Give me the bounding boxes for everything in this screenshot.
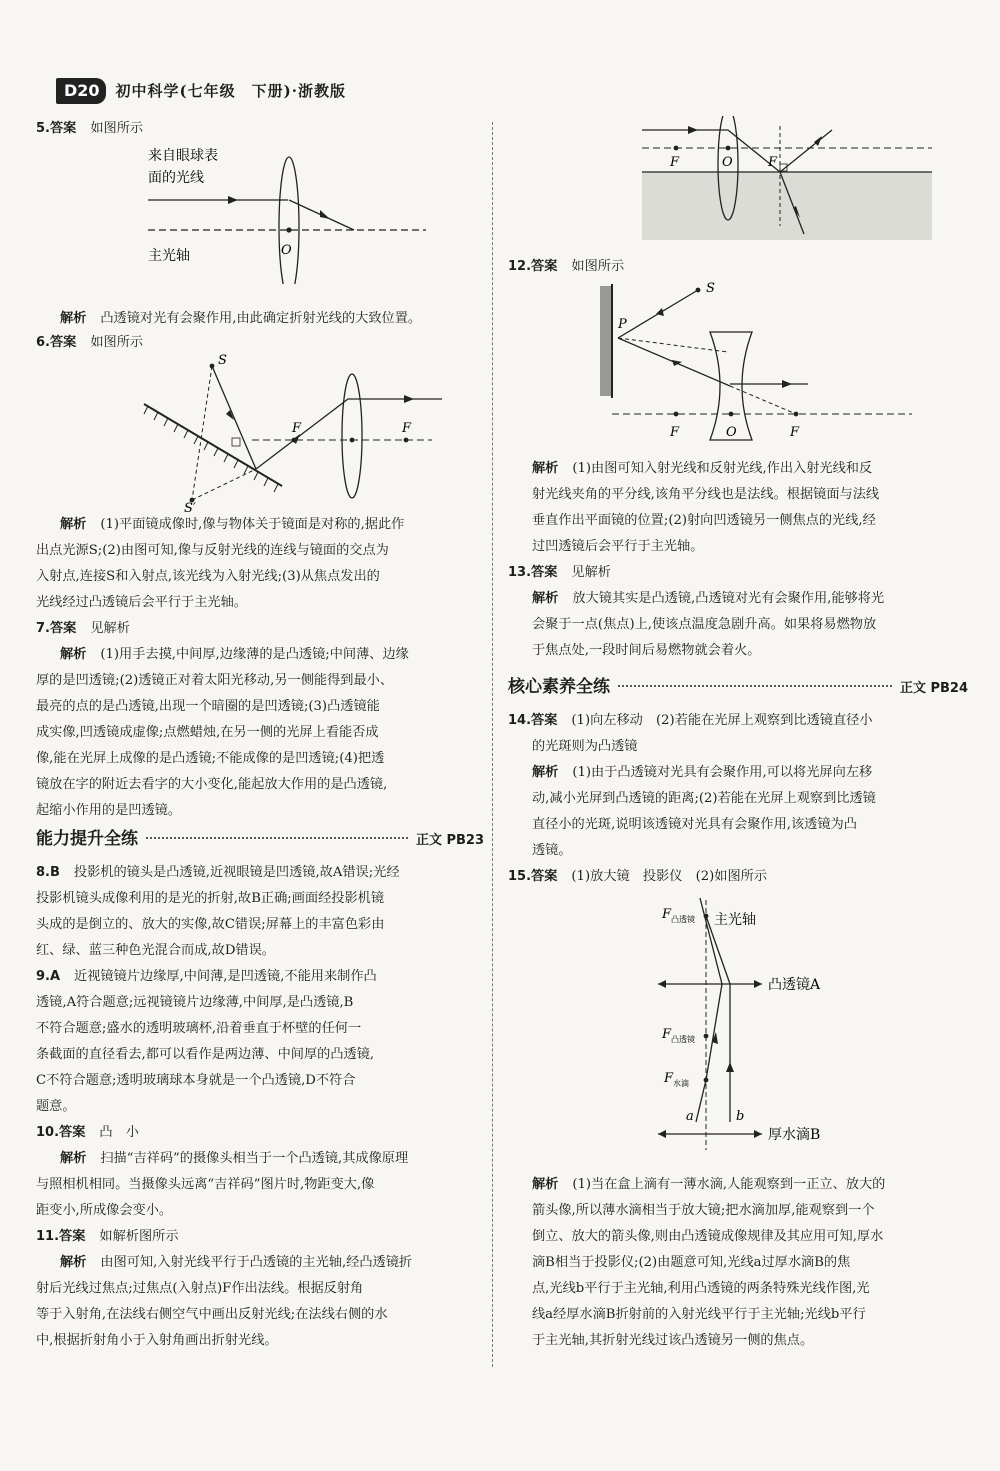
q10 <box>36 1120 484 1224</box>
q14-analysis-label: 解析 <box>532 765 559 780</box>
q7-analysis-line: 起缩小作用的是凹透镜。 <box>36 803 182 818</box>
section-core-title: 核心素养全练 <box>508 677 610 697</box>
q6-number: 6. <box>36 335 50 350</box>
section-core-leader <box>618 685 892 687</box>
q9-line: 近视镜镜片边缘厚,中间薄,是凹透镜,不能用来制作凸 <box>74 969 377 984</box>
q15-focus-mid <box>704 1034 709 1039</box>
q10-analysis-label: 解析 <box>60 1151 87 1166</box>
q13-number: 13. <box>508 565 532 580</box>
q5-optical-center <box>286 227 291 232</box>
q12-analysis-line: 垂直作出平面镜的位置;(2)射向凹透镜另一侧焦点的光线,经 <box>532 513 876 528</box>
q6-analysis-line: 入射点,连接S和入射点,该光线为入射光线;(3)从焦点发出的 <box>36 569 380 584</box>
q12-label-o: O <box>726 425 737 440</box>
q14-answer-line: (1)向左移动 (2)若能在光屏上观察到比透镜直径小 <box>571 713 873 728</box>
q13-analysis-line: 于焦点处,一段时间后易燃物就会着火。 <box>532 643 761 658</box>
q10-number: 10. <box>36 1125 60 1140</box>
q12-answer-label: 答案 <box>531 259 558 274</box>
q6-label-f2: F <box>402 421 412 436</box>
q6-s-to-image <box>192 366 212 500</box>
q7-analysis-line: (1)用手去摸,中间厚,边缘薄的是凸透镜;中间薄、边缘 <box>100 647 409 662</box>
q12-label-f2: F <box>790 425 800 440</box>
q6-analysis-label: 解析 <box>60 517 87 532</box>
q10-answer-text: 凸 小 <box>99 1125 139 1140</box>
q7-analysis-line: 厚的是凹透镜;(2)透镜正对着太阳光移动,另一侧能得到最小、 <box>36 673 394 688</box>
q5-fig-label-2: 面的光线 <box>148 170 204 186</box>
q12-optical-center <box>729 412 734 417</box>
q6-incident-ray <box>212 366 256 469</box>
q5-arrow-1 <box>228 196 238 204</box>
q15-label-f-water-sub: 水滴 <box>673 1079 689 1088</box>
q11-analysis-line: 由图可知,入射光线平行于凸透镜的主光轴,经凸透镜折 <box>100 1255 413 1270</box>
q15-label-b: b <box>736 1109 745 1124</box>
q10-analysis-line: 与照相机相同。当摄像头远离“吉祥码”图片时,物距变大,像 <box>36 1177 375 1192</box>
q15-analysis-line: 线a经厚水滴B折射前的入射光线平行于主光轴;光线b平行 <box>532 1307 866 1322</box>
q6-optical-center <box>350 438 355 443</box>
q12-figure <box>598 280 918 456</box>
q15-analysis-line: 倒立、放大的箭头像,则由凸透镜成像规律及其应用可知,厚水 <box>532 1229 884 1244</box>
q13-analysis-label: 解析 <box>532 591 559 606</box>
q15-ray-a-out <box>700 898 722 984</box>
q12-arrow-3 <box>782 380 792 388</box>
q7-analysis-line: 像,能在光屏上成像的是凸透镜;不能成像的是凹透镜;(4)把透 <box>36 751 385 766</box>
q15-drop-arrow-right <box>754 1130 762 1138</box>
q14-answer-line: 的光斑则为凸透镜 <box>532 739 638 754</box>
q6-answer-label: 答案 <box>49 335 77 350</box>
q15-answer-label: 答案 <box>531 869 558 884</box>
q8-line: 投影机的镜头是凸透镜,近视眼镜是凹透镜,故A错误;光经 <box>73 865 400 880</box>
q12-analysis-line: 射光线夹角的平分线,该角平分线也是法线。根据镜面与法线 <box>532 487 880 502</box>
q7-analysis-line: 最亮的点的是凸透镜,出现一个暗圈的是凹透镜;(3)凸透镜能 <box>36 699 380 714</box>
q15-analysis-line: (1)当在盒上滴有一薄水滴,人能观察到一正立、放大的 <box>572 1177 886 1192</box>
q13 <box>508 560 968 664</box>
q12-mirror-hatch <box>600 286 612 396</box>
q11-label-f1: F <box>670 155 680 170</box>
q6-reflected-ray <box>256 399 348 469</box>
q11-optical-center <box>726 146 731 151</box>
q8-line: 投影机镜头成像利用的是光的折射,故B正确;画面经投影机镜 <box>36 891 385 906</box>
q15-label-axis: 主光轴 <box>714 912 756 928</box>
q15-label-f-mid: F <box>662 1027 672 1042</box>
q12-label-f1: F <box>670 425 680 440</box>
q5-analysis <box>36 306 484 332</box>
q15-label-drop: 厚水滴B <box>768 1127 821 1143</box>
q12-answer-text: 如图所示 <box>571 259 625 274</box>
q5-answer-text: 如图所示 <box>90 121 144 136</box>
q15-figure <box>638 894 878 1156</box>
q12-answer <box>508 254 968 280</box>
q8-line: 红、绿、蓝三种色光混合而成,故D错误。 <box>36 943 275 958</box>
q11-label-f2: F <box>768 155 778 170</box>
q6-arrow-3 <box>404 395 414 403</box>
q11-analysis-line: 射后光线过焦点;过焦点(入射点)F作出法线。根据反射角 <box>36 1281 364 1296</box>
q10-analysis-line: 扫描“吉祥码”的摄像头相当于一个凸透镜,其成像原理 <box>100 1151 409 1166</box>
section-core <box>508 674 968 702</box>
q11-analysis-label: 解析 <box>60 1255 87 1270</box>
page-number-badge: D20 <box>56 78 106 104</box>
q7 <box>36 616 484 824</box>
q6-answer <box>36 330 484 356</box>
q13-answer-text: 见解析 <box>571 565 611 580</box>
q6-focus-left <box>292 438 297 443</box>
q5-answer-label: 答案 <box>49 121 77 136</box>
q6-analysis-line: 光线经过凸透镜后会平行于主光轴。 <box>36 595 247 610</box>
q12-analysis <box>508 456 968 560</box>
q9-line: 透镜,A符合题意;远视镜镜片边缘薄,中间厚,是凸透镜,B <box>36 995 354 1010</box>
q15-drop-arrow-left <box>658 1130 666 1138</box>
q12-number: 12. <box>508 259 532 274</box>
q7-answer-label: 答案 <box>49 621 77 636</box>
q8-line: 头成的是倒立的、放大的实像,故C错误;屏幕上的丰富色彩由 <box>36 917 385 932</box>
q15-number: 15. <box>508 869 532 884</box>
q13-analysis-line: 放大镜其实是凸透镜,凸透镜对光有会聚作用,能够将光 <box>572 591 885 606</box>
q11-answer-label: 答案 <box>59 1229 86 1244</box>
q12-label-p: P <box>618 317 627 332</box>
q15-label-f-top-sub: 凸透镜 <box>671 915 695 924</box>
q6-focus-right <box>404 438 409 443</box>
q11-analysis-line: 中,根据折射角小于入射角画出折射光线。 <box>36 1333 278 1348</box>
q14-analysis-line: 透镜。 <box>532 843 572 858</box>
q11-arrow-2 <box>814 136 822 146</box>
q6-label-f1: F <box>292 421 302 436</box>
q9-line: 题意。 <box>36 1099 76 1114</box>
q6-label-s: S <box>218 354 227 368</box>
q15-ray-a-lower <box>696 1080 706 1122</box>
q11-arrow-1 <box>688 126 698 134</box>
q5-answer <box>36 116 484 142</box>
q15-lens-a-arrow-left <box>658 980 666 988</box>
q7-analysis-label: 解析 <box>60 647 87 662</box>
q6-label-s-image: S′ <box>184 501 196 514</box>
q15-analysis-label: 解析 <box>532 1177 559 1192</box>
section-core-ref: 正文 PB24 <box>899 681 968 696</box>
q9-line: C不符合题意;透明玻璃球本身就是一个凸透镜,D不符合 <box>36 1073 356 1088</box>
q11-answer-text: 如解析图所示 <box>99 1229 179 1244</box>
q15-analysis-line: 箭头像,所以薄水滴相当于放大镜;把水滴加厚,能观察到一个 <box>532 1203 875 1218</box>
q14 <box>508 708 968 864</box>
q12-label-s: S <box>706 281 715 296</box>
q5-fig-axis-label: 主光轴 <box>148 248 190 264</box>
q15-label-a: a <box>686 1109 694 1124</box>
q14-answer-label: 答案 <box>531 713 558 728</box>
section-ability-ref: 正文 PB23 <box>415 833 484 848</box>
q15-analysis-line: 滴B相当于投影仪;(2)由题意可知,光线a过厚水滴B的焦 <box>532 1255 851 1270</box>
q11-label-o: O <box>722 155 733 170</box>
q8 <box>36 860 484 964</box>
q8-number: 8.B <box>36 865 60 880</box>
q13-answer-label: 答案 <box>531 565 558 580</box>
q9 <box>36 964 484 1120</box>
q12-analysis-label: 解析 <box>532 461 559 476</box>
q12-analysis-line: (1)由图可知入射光线和反射光线,作出入射光线和反 <box>572 461 873 476</box>
q15-lens-a-arrow-right <box>754 980 762 988</box>
q12-analysis-line: 过凹透镜后会平行于主光轴。 <box>532 539 704 554</box>
q7-answer-text: 见解析 <box>90 621 130 636</box>
q5-analysis-label: 解析 <box>60 311 87 326</box>
section-ability <box>36 826 484 854</box>
q5-fig-label-1: 来自眼球表 <box>148 148 218 164</box>
q6-mirror <box>144 404 282 486</box>
q14-analysis-line: 动,减小光屏到凸透镜的距离;(2)若能在光屏上观察到比透镜 <box>532 791 876 806</box>
q15-analysis-line: 于主光轴,其折射光线过该凸透镜另一侧的焦点。 <box>532 1333 814 1348</box>
q11 <box>36 1224 484 1354</box>
q5-fig-o-label: O <box>281 243 292 258</box>
q9-line: 不符合题意;盛水的透明玻璃杯,沿着垂直于杯壁的任何一 <box>36 1021 362 1036</box>
q11-water <box>642 172 932 240</box>
q12-focus-left <box>674 412 679 417</box>
q11-number: 11. <box>36 1229 60 1244</box>
q14-analysis-line: (1)由于凸透镜对光具有会聚作用,可以将光屏向左移 <box>572 765 873 780</box>
q6-analysis-line: (1)平面镜成像时,像与物体关于镜面是对称的,据此作 <box>100 517 405 532</box>
q11-figure <box>628 116 948 242</box>
q11-reflected-ray <box>780 130 832 172</box>
q15-analysis-line: 点,光线b平行于主光轴,利用凸透镜的两条特殊光线作图,光 <box>532 1281 870 1296</box>
q15-label-f-water: F <box>664 1071 674 1086</box>
q5-analysis-text: 凸透镜对光有会聚作用,由此确定折射光线的大致位置。 <box>100 311 422 326</box>
q12-focus-right <box>794 412 799 417</box>
section-ability-title: 能力提升全练 <box>36 829 138 849</box>
q11-analysis-line: 等于入射角,在法线右侧空气中画出反射光线;在法线右侧的水 <box>36 1307 388 1322</box>
q15-label-lens-a: 凸透镜A <box>768 977 821 993</box>
q6-convex-lens <box>342 374 362 498</box>
q15-ray-a-upper <box>706 984 722 1080</box>
q7-analysis-line: 成实像,凹透镜成虚像;点燃蜡烛,在另一侧的光屏上看能否成 <box>36 725 379 740</box>
q5-figure <box>136 142 436 284</box>
column-divider <box>492 122 493 1367</box>
section-ability-leader <box>146 837 408 839</box>
q10-analysis-line: 距变小,所成像会变小。 <box>36 1203 173 1218</box>
q6-analysis-line: 出点光源S;(2)由图可知,像与反射光线的连线与镜面的交点为 <box>36 543 389 558</box>
q5-convex-lens <box>279 157 299 284</box>
q6-right-angle <box>232 438 240 446</box>
q14-analysis-line: 直径小的光斑,说明该透镜对光具有会聚作用,该透镜为凸 <box>532 817 857 832</box>
q13-analysis-line: 会聚于一点(焦点)上,使该点温度急剧升高。如果将易燃物放 <box>532 617 877 632</box>
q15-label-f-top: F <box>662 907 672 922</box>
q9-number: 9.A <box>36 969 61 984</box>
q6-answer-text: 如图所示 <box>90 335 144 350</box>
q15-label-f-mid-sub: 凸透镜 <box>671 1035 695 1044</box>
q15-ray-b-arrow <box>726 1062 734 1072</box>
q5-number: 5. <box>36 121 50 136</box>
q15-answer <box>508 864 968 890</box>
q15-answer-text: (1)放大镜 投影仪 (2)如图所示 <box>571 869 768 884</box>
q6-virtual-ray <box>192 469 256 500</box>
q11-focus-left <box>674 146 679 151</box>
q9-line: 条截面的直径看去,都可以看作是两边薄、中间厚的凸透镜, <box>36 1047 375 1062</box>
q6-analysis <box>36 512 484 616</box>
q6-mirror-hatch <box>144 406 278 492</box>
q14-number: 14. <box>508 713 532 728</box>
book-title: 初中科学(七年级 下册)·浙教版 <box>115 82 346 100</box>
q12-extension <box>730 386 796 414</box>
q6-figure <box>132 354 452 514</box>
q7-number: 7. <box>36 621 50 636</box>
page-header <box>56 76 346 106</box>
q10-answer-label: 答案 <box>59 1125 86 1140</box>
q7-analysis-line: 镜放在字的附近去看字的大小变化,能起放大作用的是凸透镜, <box>36 777 388 792</box>
q15-analysis <box>508 1172 968 1354</box>
